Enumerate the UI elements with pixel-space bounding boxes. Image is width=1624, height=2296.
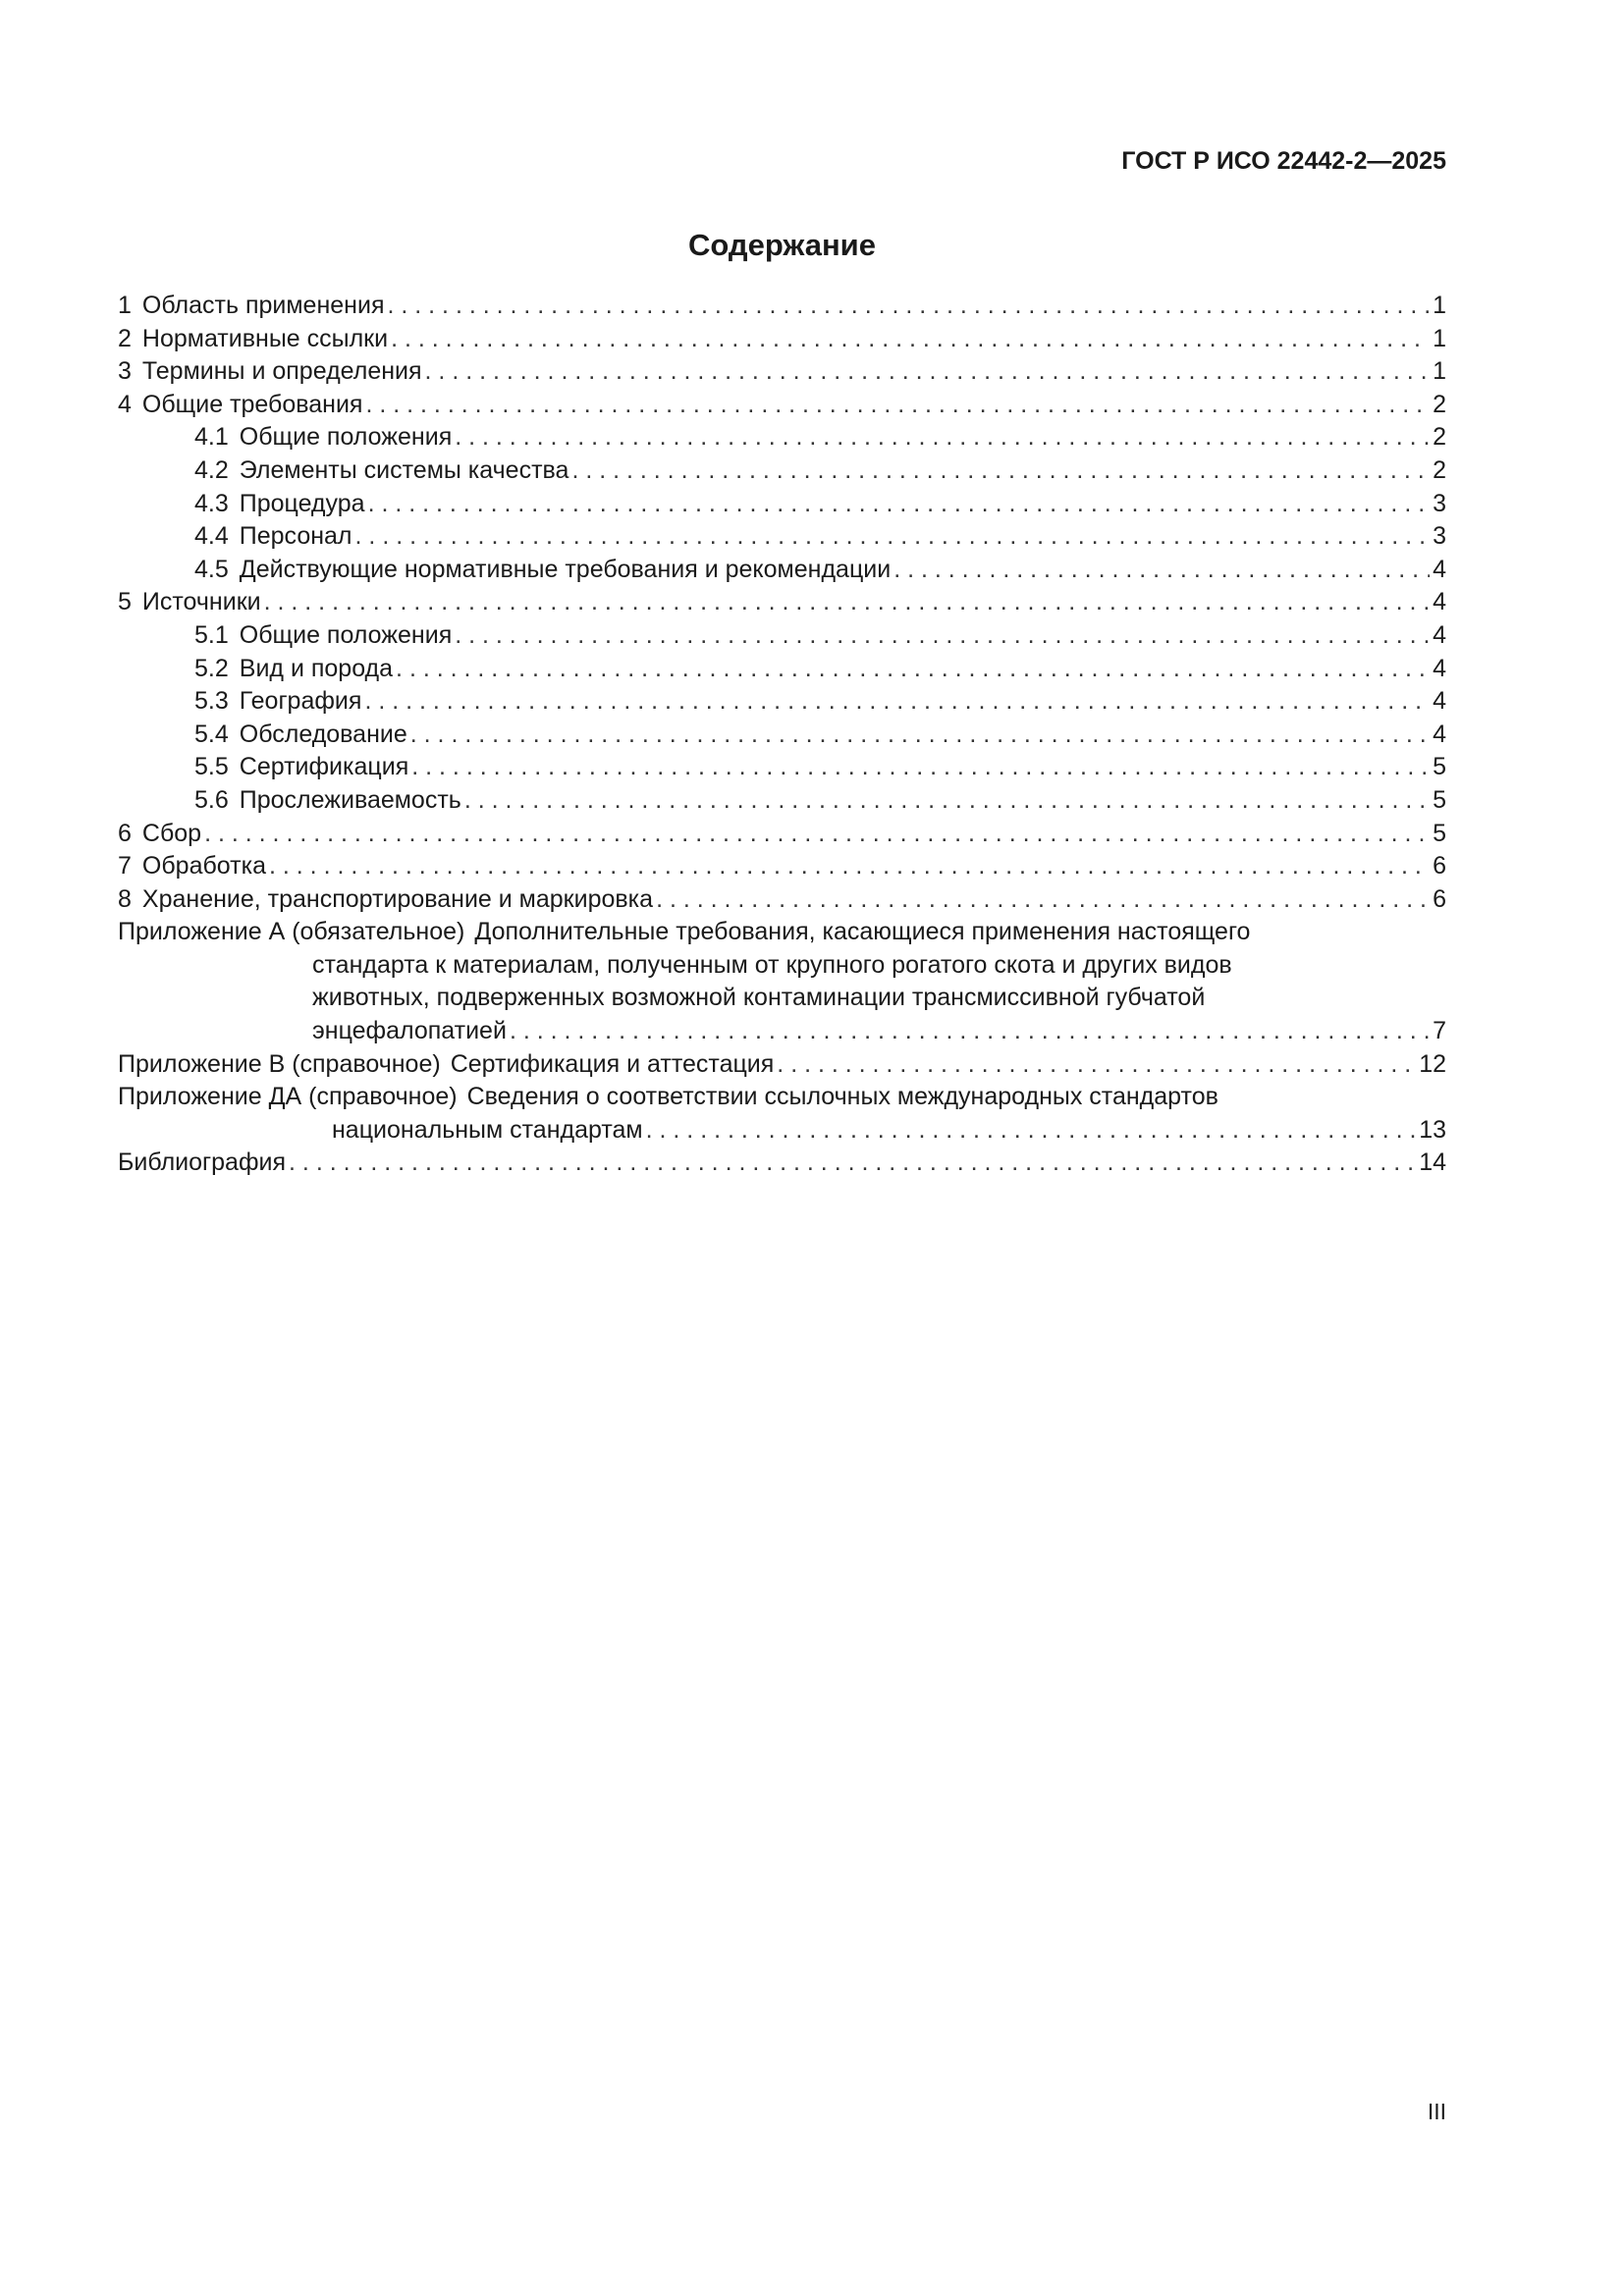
toc-entry-title: Общие требования [141, 390, 363, 418]
toc-entry-title: География [239, 687, 362, 716]
page-number: III [1427, 2099, 1446, 2124]
toc-entry-number: 4.3 [194, 489, 229, 517]
toc-entry-page: 5 [1433, 819, 1446, 847]
toc-entry-number: 1 [118, 292, 132, 319]
toc-entry-title: Обследование [239, 720, 407, 748]
dot-leader [571, 454, 1430, 488]
toc-entry-title: Элементы системы качества [239, 455, 569, 484]
toc-entry-number: 5 [118, 588, 132, 616]
toc-entry-number: 5.4 [194, 720, 229, 748]
toc-appendix-a[interactable] [118, 916, 1446, 1047]
bibliography-page: 14 [1419, 1148, 1446, 1177]
toc-entry-page: 1 [1433, 324, 1446, 352]
dot-leader [365, 389, 1430, 422]
toc-entry-number: 7 [118, 852, 132, 881]
dot-leader [387, 290, 1430, 323]
toc-entry[interactable] [118, 323, 1446, 356]
appendix-da-label: Приложение ДА (справочное) [118, 1083, 458, 1111]
toc-entry-page: 6 [1433, 852, 1446, 881]
toc-entry-title: Область применения [141, 292, 385, 319]
toc-entry[interactable] [118, 784, 1446, 818]
dot-leader [893, 554, 1430, 587]
dot-leader [656, 883, 1430, 917]
dot-leader [396, 653, 1430, 686]
toc-appendix-da[interactable] [118, 1081, 1446, 1147]
dot-leader [510, 1015, 1430, 1048]
table-of-contents [118, 290, 1446, 1180]
dot-leader [425, 355, 1431, 389]
toc-entry[interactable] [118, 850, 1446, 883]
toc-entry-number: 4 [118, 390, 132, 418]
toc-entry[interactable] [118, 520, 1446, 554]
toc-entry-page: 4 [1433, 720, 1446, 748]
toc-entry[interactable] [118, 751, 1446, 784]
toc-entry[interactable] [118, 554, 1446, 587]
dot-leader [289, 1147, 1416, 1180]
toc-entry-page: 1 [1433, 292, 1446, 319]
toc-entry-number: 2 [118, 324, 132, 352]
toc-entry[interactable] [118, 818, 1446, 851]
toc-entry-page: 3 [1433, 489, 1446, 517]
appendix-da-title-line2: национальным стандартам [332, 1115, 643, 1144]
toc-entry-page: 4 [1433, 654, 1446, 682]
dot-leader [411, 751, 1430, 784]
toc-entry-page: 4 [1433, 588, 1446, 616]
dot-leader [269, 850, 1430, 883]
toc-entry[interactable] [118, 454, 1446, 488]
toc-entry-number: 5.3 [194, 687, 229, 716]
appendix-b-page: 12 [1419, 1049, 1446, 1078]
toc-entry-number: 5.1 [194, 620, 229, 649]
toc-entry[interactable] [118, 719, 1446, 752]
toc-entry-number: 6 [118, 819, 132, 847]
dot-leader [646, 1114, 1417, 1148]
document-id: ГОСТ Р ИСО 22442-2—2025 [1121, 147, 1446, 175]
dot-leader [410, 719, 1430, 752]
toc-entry-title: Источники [141, 588, 261, 616]
toc-entry-number: 5.2 [194, 654, 229, 682]
toc-entry[interactable] [118, 421, 1446, 454]
toc-entry[interactable] [118, 685, 1446, 719]
toc-entry[interactable] [118, 586, 1446, 619]
toc-entry-title: Действующие нормативные требования и рекомендации [239, 555, 892, 583]
appendix-da-title-line1: Сведения о соответствии ссылочных международных стандартов [466, 1083, 1218, 1111]
toc-entry-number: 3 [118, 357, 132, 386]
toc-entry-page: 6 [1433, 884, 1446, 913]
dot-leader [455, 421, 1430, 454]
toc-entry-title: Персонал [239, 522, 352, 551]
toc-entry-page: 4 [1433, 687, 1446, 716]
dot-leader [455, 619, 1430, 653]
toc-entry-page: 4 [1433, 620, 1446, 649]
toc-entry-page: 5 [1433, 785, 1446, 814]
toc-entry-title: Обработка [141, 852, 266, 881]
toc-entry-title: Общие положения [239, 620, 453, 649]
toc-entry[interactable] [118, 619, 1446, 653]
toc-entry-page: 5 [1433, 753, 1446, 781]
toc-bibliography[interactable] [118, 1147, 1446, 1180]
toc-entry-title: Сертификация [239, 753, 409, 781]
toc-entry[interactable] [118, 290, 1446, 323]
toc-appendix-b[interactable] [118, 1048, 1446, 1082]
toc-entry-title: Сбор [141, 819, 202, 847]
dot-leader [264, 586, 1430, 619]
toc-entry-title: Хранение, транспортирование и маркировка [141, 884, 654, 913]
toc-entry[interactable] [118, 883, 1446, 917]
toc-entry-page: 2 [1433, 423, 1446, 452]
toc-entry-title: Термины и определения [141, 357, 422, 386]
appendix-b-title: Сертификация и аттестация [450, 1049, 775, 1078]
toc-entry-number: 5.6 [194, 785, 229, 814]
toc-entry-number: 4.2 [194, 455, 229, 484]
toc-entry-title: Вид и порода [239, 654, 394, 682]
appendix-da-page: 13 [1419, 1115, 1446, 1144]
toc-entry[interactable] [118, 389, 1446, 422]
appendix-a-title-line2: стандарта к материалам, полученным от крупного рогатого скота и других видов [312, 950, 1232, 979]
dot-leader [464, 784, 1430, 818]
toc-entry-number: 4.5 [194, 555, 229, 583]
appendix-a-title-line1: Дополнительные требования, касающиеся применения настоящего [474, 918, 1251, 946]
toc-entry-number: 4.1 [194, 423, 229, 452]
appendix-b-label: Приложение В (справочное) [118, 1049, 441, 1078]
toc-entry-page: 2 [1433, 455, 1446, 484]
toc-entries [118, 290, 1446, 916]
toc-entry-number: 8 [118, 884, 132, 913]
toc-entry[interactable] [118, 653, 1446, 686]
toc-entry-page: 4 [1433, 555, 1446, 583]
appendix-a-label: Приложение А (обязательное) [118, 918, 465, 946]
toc-entry-title: Процедура [239, 489, 365, 517]
dot-leader [391, 323, 1430, 356]
toc-entry[interactable] [118, 355, 1446, 389]
toc-entry-page: 1 [1433, 357, 1446, 386]
toc-entry-title: Прослеживаемость [239, 785, 461, 814]
toc-entry-page: 3 [1433, 522, 1446, 551]
dot-leader [368, 488, 1431, 521]
appendix-a-title-line3: животных, подверженных возможной контаминации трансмиссивной губчатой [312, 984, 1206, 1012]
dot-leader [364, 685, 1430, 719]
dot-leader [777, 1048, 1416, 1082]
toc-entry-page: 2 [1433, 390, 1446, 418]
page-title: Содержание [688, 228, 876, 262]
appendix-a-title-line4: энцефалопатией [312, 1017, 507, 1045]
dot-leader [204, 818, 1430, 851]
toc-entry-title: Нормативные ссылки [141, 324, 389, 352]
toc-entry-number: 5.5 [194, 753, 229, 781]
toc-entry-title: Общие положения [239, 423, 453, 452]
appendix-a-page: 7 [1433, 1017, 1446, 1045]
dot-leader [355, 520, 1431, 554]
bibliography-title: Библиография [118, 1148, 287, 1177]
toc-entry[interactable] [118, 488, 1446, 521]
toc-entry-number: 4.4 [194, 522, 229, 551]
